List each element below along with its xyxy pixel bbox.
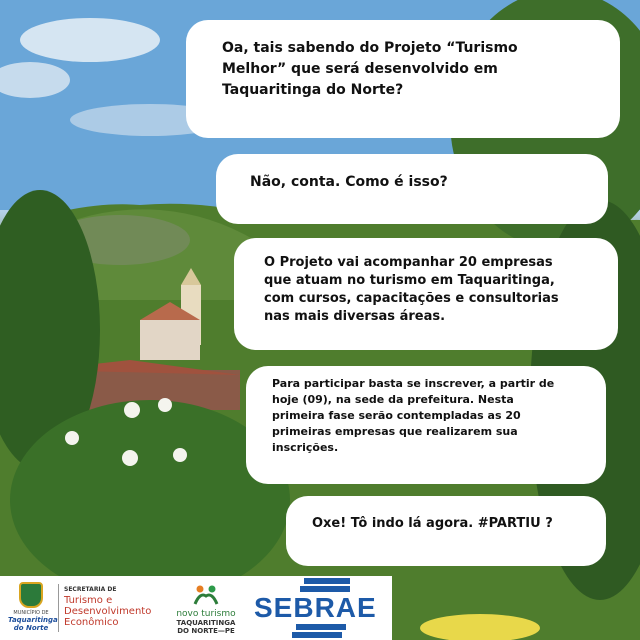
chat-bubble-4 xyxy=(246,366,606,484)
chat-bubble-5-text: Oxe! Tô indo lá agora. #PARTIU ? xyxy=(312,516,553,531)
chat-bubble-4-text: Para participar basta se inscrever, a partir de hoje (09), na sede da prefeitura. Nesta primeira fase serão contempladas as 20 primeiras empresas que realizarem sua inscrições. xyxy=(272,377,555,454)
novo-turismo-logo xyxy=(160,584,252,635)
divider xyxy=(58,584,59,632)
sebrae-wordmark: SEBRAE xyxy=(254,592,377,623)
chat-bubble-1-text: Oa, tais sabendo do Projeto “Turismo Melhor” que será desenvolvido em Taquaritinga do Norte? xyxy=(222,40,518,98)
chat-bubble-5 xyxy=(286,496,606,566)
footer-logo-strip xyxy=(0,576,392,640)
seal-name: Taquaritinga do Norte xyxy=(8,616,58,632)
novo-turismo-title: novo turismo xyxy=(176,609,236,619)
footer-logos xyxy=(0,576,640,640)
secretaria-label: SECRETARIA DE xyxy=(64,586,117,593)
coat-of-arms-icon xyxy=(19,582,43,608)
chat-bubble-2-text: Não, conta. Como é isso? xyxy=(250,174,448,190)
novo-turismo-subtitle: TAQUARITINGA DO NORTE—PE xyxy=(176,619,236,635)
chat-bubble-2 xyxy=(216,154,608,224)
chat-bubble-1 xyxy=(186,20,620,138)
people-figure-icon xyxy=(193,584,219,606)
sebrae-logo xyxy=(252,576,392,640)
chat-bubble-3 xyxy=(234,238,618,350)
municipality-seal xyxy=(8,582,58,636)
secretaria-logo xyxy=(64,586,156,628)
secretaria-name: Turismo e Desenvolvimento Econômico xyxy=(64,595,152,628)
seal-caption: MUNICÍPIO DE xyxy=(13,610,49,616)
chat-bubble-3-text: O Projeto vai acompanhar 20 empresas que atuam no turismo em Taquaritinga, com cursos, capacitações e consultorias nas mais diversas áreas. xyxy=(264,255,559,324)
